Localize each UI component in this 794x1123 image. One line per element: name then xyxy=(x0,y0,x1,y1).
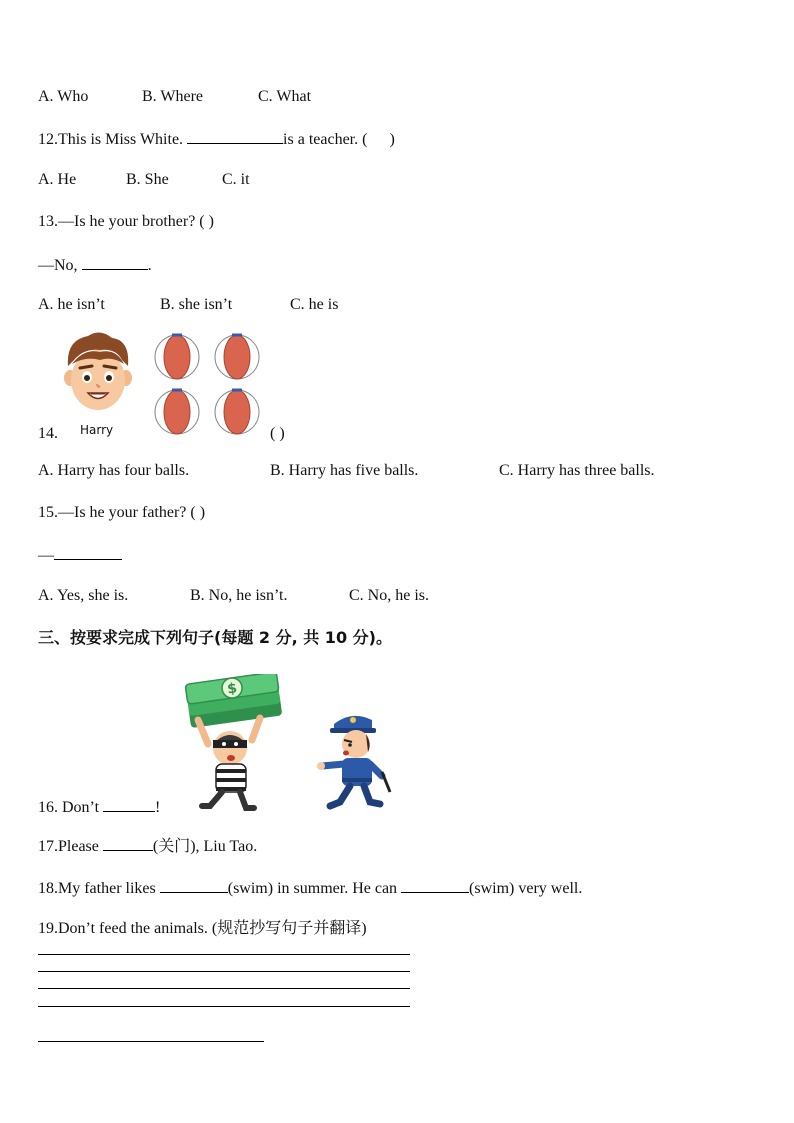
writing-line[interactable] xyxy=(38,988,410,989)
question-19 xyxy=(38,919,367,939)
q13-answer-prefix: —No, xyxy=(38,257,82,274)
question-12 xyxy=(38,129,395,150)
thief-with-money-icon xyxy=(180,674,286,814)
q13-question: 13.—Is he your brother? ( ) xyxy=(38,213,214,230)
q12-option-b: B. She xyxy=(126,171,169,188)
translation-line[interactable] xyxy=(38,1041,264,1042)
q18-blank-1[interactable] xyxy=(160,878,228,893)
section-3-heading: 三、按要求完成下列句子(每题 2 分, 共 10 分)。 xyxy=(38,628,392,647)
q13-option-c: C. he is xyxy=(290,296,339,313)
svg-text:$: $ xyxy=(226,680,239,698)
question-16 xyxy=(38,797,160,818)
ball-icon xyxy=(155,390,199,434)
q12-blank[interactable] xyxy=(187,129,283,144)
q13-option-a: A. he isn’t xyxy=(38,296,105,313)
writing-line[interactable] xyxy=(38,954,410,955)
q12-paren-close: ) xyxy=(389,131,395,148)
q17-text-before: 17.Please xyxy=(38,838,103,855)
q14-option-b: B. Harry has five balls. xyxy=(270,462,419,479)
ball-icon xyxy=(155,335,199,379)
q12-option-a: A. He xyxy=(38,171,77,188)
question-15 xyxy=(38,503,205,523)
q18-blank-2[interactable] xyxy=(401,878,469,893)
writing-line[interactable] xyxy=(38,971,410,972)
q15-question: 15.—Is he your father? ( ) xyxy=(38,504,206,521)
harry-caption: Harry xyxy=(80,423,114,437)
ball-icon xyxy=(215,390,259,434)
q15-answer-prefix: — xyxy=(38,547,54,564)
q14-number: 14. xyxy=(38,425,58,442)
q17-text-after: (关门), Liu Tao. xyxy=(152,838,258,855)
q12-text-after: is a teacher. ( xyxy=(283,131,368,148)
q11-option-a: A. Who xyxy=(38,88,89,105)
q13-option-b: B. she isn’t xyxy=(160,296,233,313)
q13-blank[interactable] xyxy=(82,255,148,270)
boy-face-icon xyxy=(60,330,136,418)
q17-blank[interactable] xyxy=(103,836,153,851)
q12-option-c: C. it xyxy=(222,171,250,188)
q15-option-c: C. No, he is. xyxy=(349,587,429,604)
q15-blank[interactable] xyxy=(54,545,122,560)
q19-text: 19.Don’t feed the animals. (规范抄写句子并翻译) xyxy=(38,920,367,937)
q13-answer-line xyxy=(38,255,152,276)
q11-option-b: B. Where xyxy=(142,88,204,105)
q16-text-before: 16. Don’t xyxy=(38,799,104,816)
q18-text-middle: (swim) in summer. He can xyxy=(227,880,402,897)
q15-option-a: A. Yes, she is. xyxy=(38,587,129,604)
q18-text-after: (swim) very well. xyxy=(469,880,583,897)
question-13 xyxy=(38,212,214,232)
q18-text-before: 18.My father likes xyxy=(38,880,160,897)
question-17 xyxy=(38,836,257,857)
q15-answer-line xyxy=(38,545,122,566)
police-officer-icon xyxy=(316,710,396,814)
q15-option-b: B. No, he isn’t. xyxy=(190,587,288,604)
q16-blank[interactable] xyxy=(103,797,155,812)
q13-answer-suffix: . xyxy=(147,257,152,274)
q11-option-c: C. What xyxy=(258,88,312,105)
ball-icon xyxy=(215,335,259,379)
q12-text-before: 12.This is Miss White. xyxy=(38,131,188,148)
balls-illustration xyxy=(150,332,266,436)
q14-paren: ( ) xyxy=(270,425,285,442)
q16-text-after: ! xyxy=(155,799,161,816)
writing-line[interactable] xyxy=(38,1006,410,1007)
question-18 xyxy=(38,878,582,899)
q14-option-c: C. Harry has three balls. xyxy=(499,462,655,479)
q14-option-a: A. Harry has four balls. xyxy=(38,462,190,479)
